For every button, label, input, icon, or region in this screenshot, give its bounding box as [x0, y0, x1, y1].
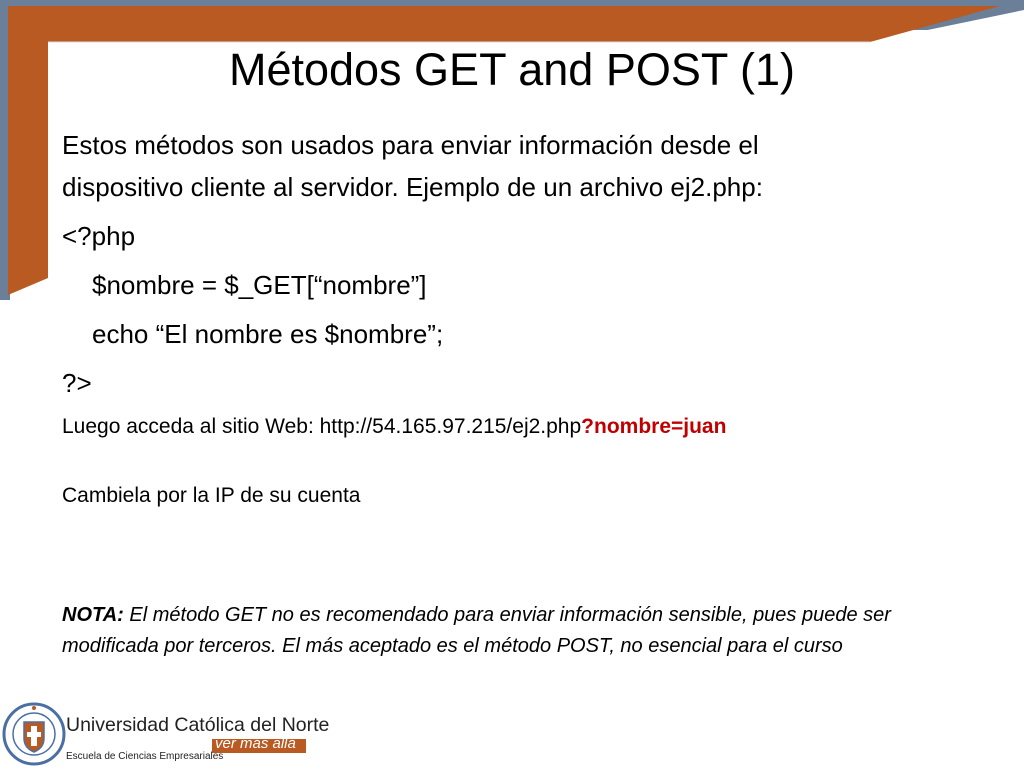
intro-line-1: Estos métodos son usados para enviar información desde el [62, 130, 759, 160]
code-line-2: echo “El nombre es $nombre”; [92, 319, 444, 349]
code-close: ?> [62, 368, 92, 398]
code-line-1: $nombre = $_GET[“nombre”] [92, 270, 427, 300]
access-line [62, 414, 726, 440]
slide-title: Métodos GET and POST (1) [228, 44, 796, 95]
code-open: <?php [62, 221, 136, 251]
university-tagline: ver más allá [215, 735, 296, 752]
school-name: Escuela de Ciencias Empresariales [66, 751, 224, 762]
university-seal-icon [2, 702, 66, 766]
note-paragraph [62, 600, 992, 662]
access-query: ?nombre=juan [581, 415, 727, 438]
note-label: NOTA: [62, 604, 124, 626]
access-text: Luego acceda al sitio Web: http://54.165.97.215/ej2.php [62, 415, 582, 438]
university-name: Universidad Católica del Norte [66, 714, 330, 736]
note-text: El método GET no es recomendado para enviar información sensible, pues puede ser modificada por terceros. El más aceptado es el método POST, no esencial para el curso [62, 604, 891, 657]
intro-line-2: dispositivo cliente al servidor. Ejemplo de un archivo ej2.php: [62, 172, 763, 202]
top-accent-band [0, 6, 1000, 42]
change-ip-text: Cambiela por la IP de su cuenta [62, 484, 361, 507]
